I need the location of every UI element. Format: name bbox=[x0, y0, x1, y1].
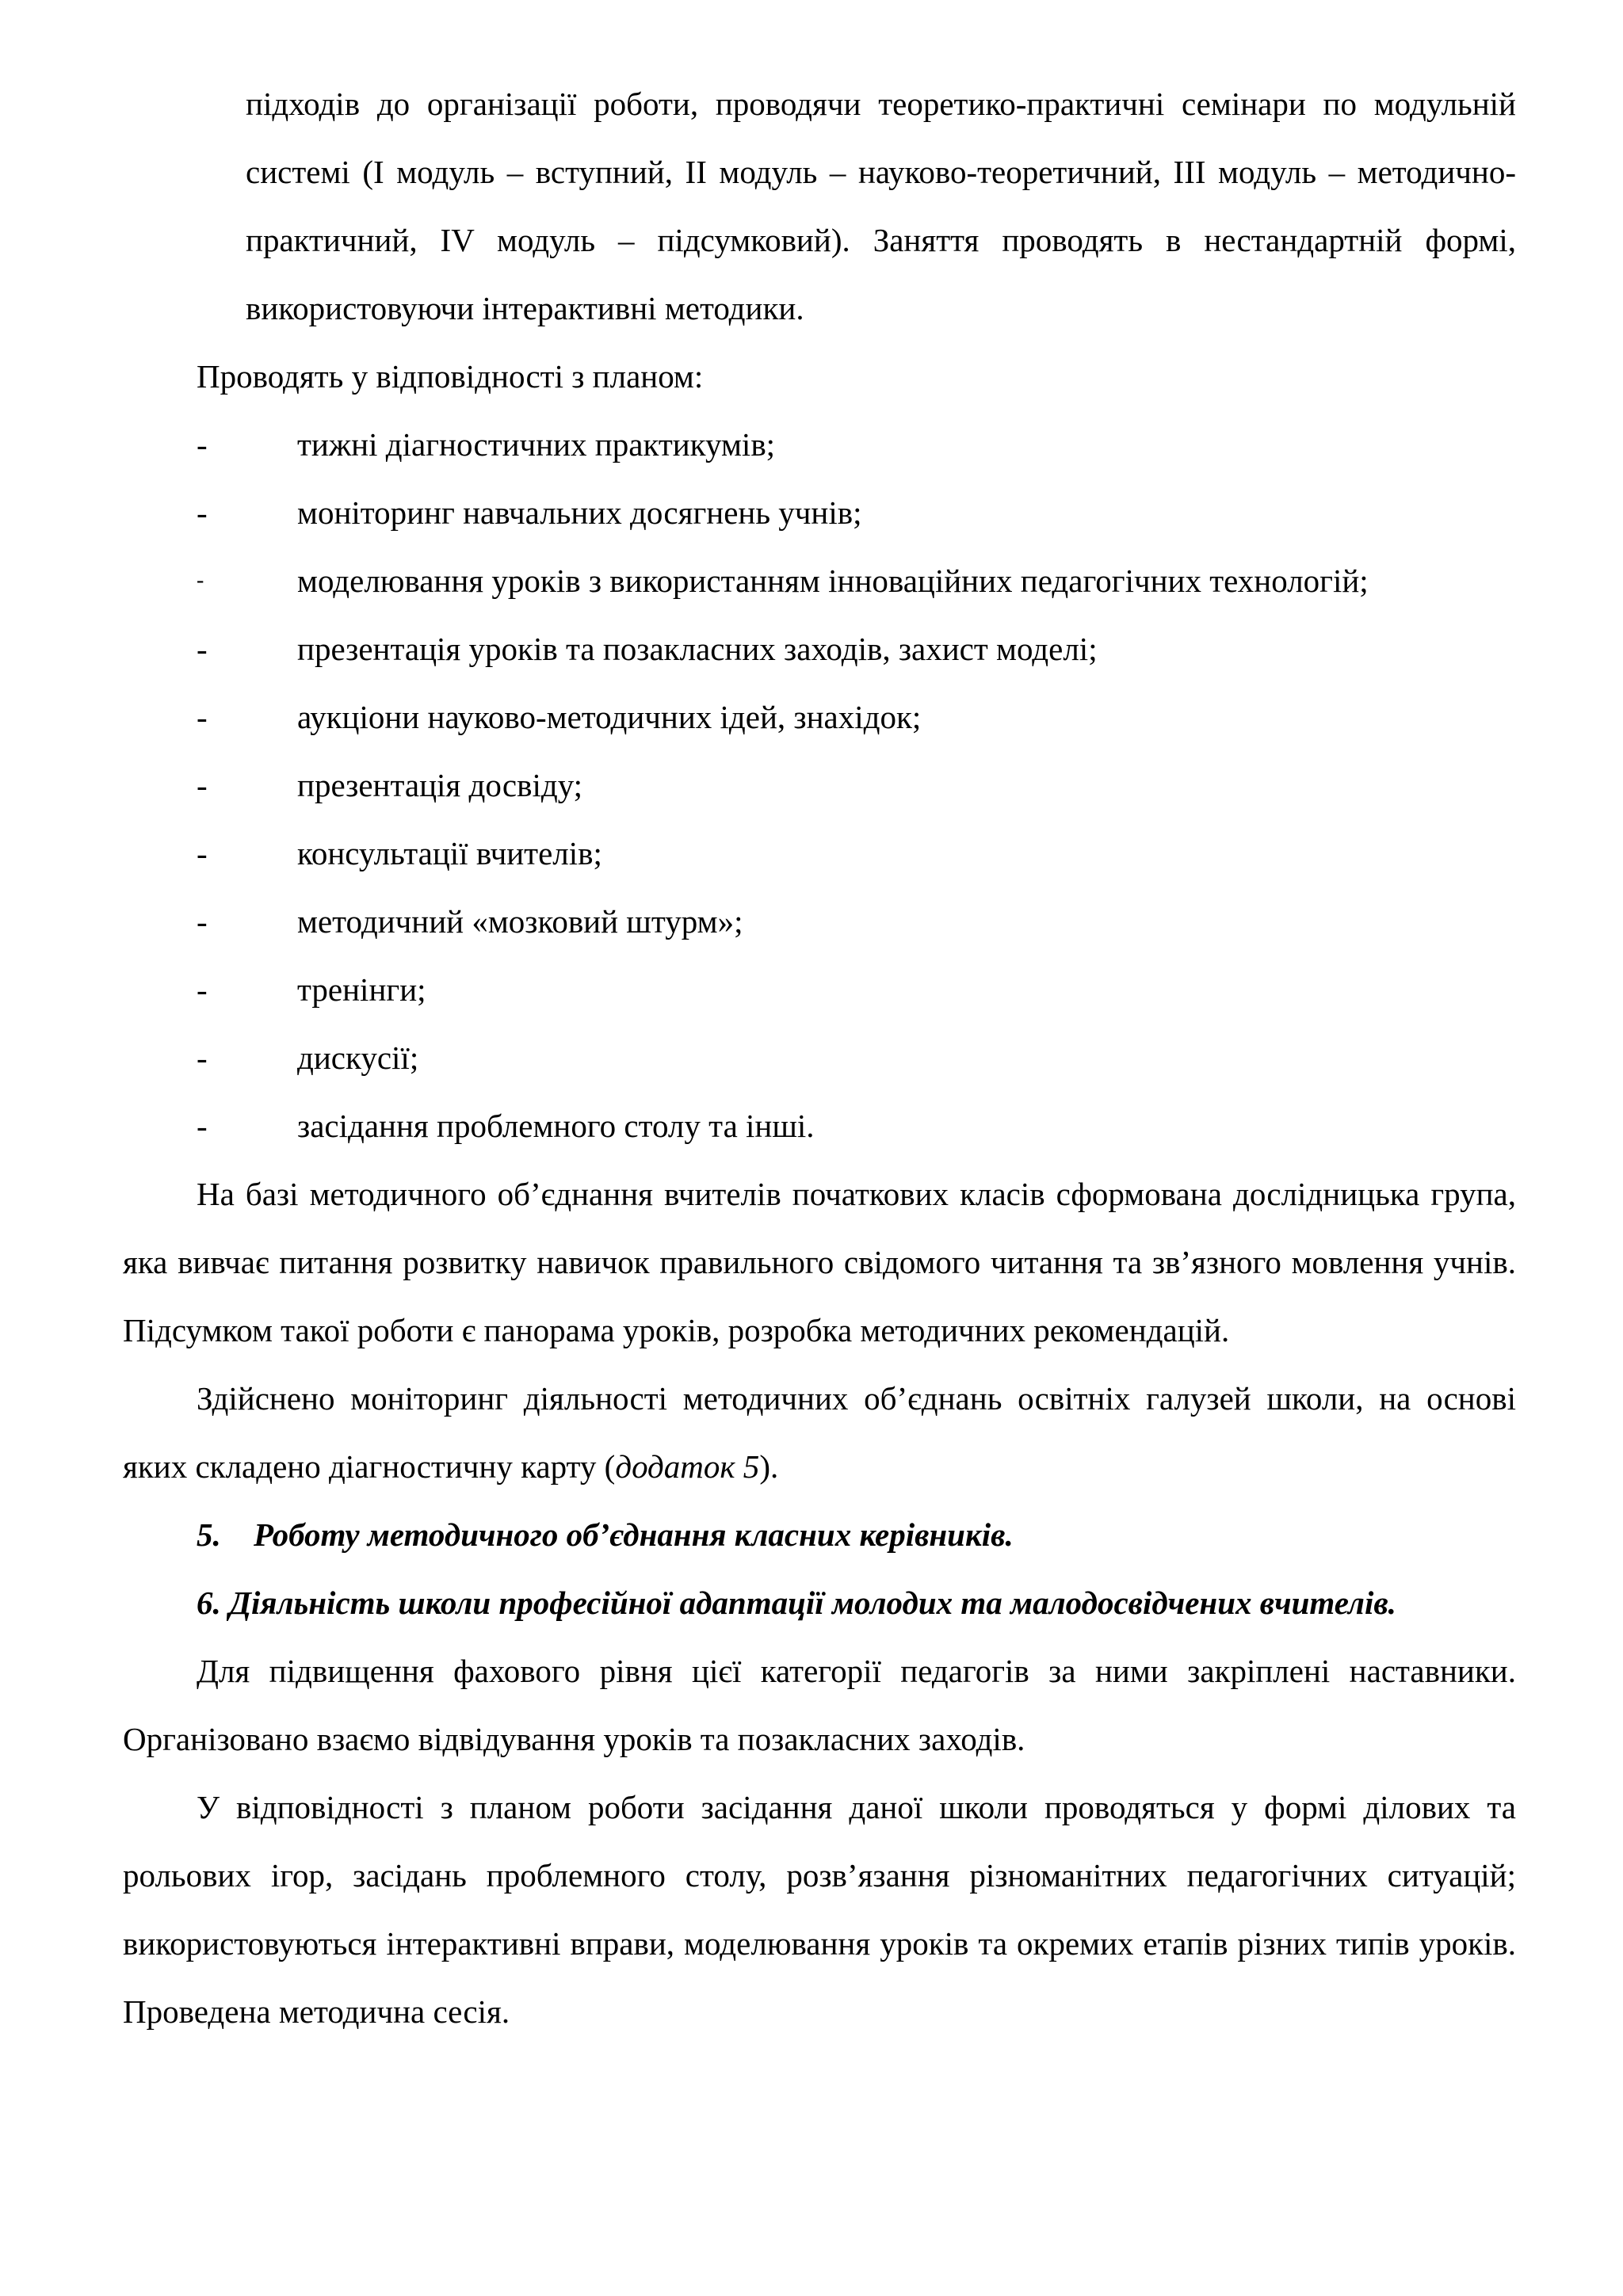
list-dash: - bbox=[197, 1039, 208, 1076]
paragraph-sessions: У відповідності з планом роботи засідання даної школи проводяться у формі ділових та рольових ігор, засідань проблемного столу, розв’язання різноманітних педагогічних ситуацій; використовуються інтерактивні вправи, моделювання уроків та окремих етапів різних типів уроків. Проведена методична сесія. bbox=[123, 1789, 1516, 2030]
list-item bbox=[123, 955, 1516, 1024]
list-item bbox=[123, 1024, 1516, 1092]
paragraph-mentors: Для підвищення фахового рівня цієї категорії педагогів за ними закріплені наставники. Організовано взаємо відвідування уроків та позакласних заходів. bbox=[123, 1653, 1516, 1757]
monitoring-text: Здійснено моніторинг діяльності методичних об’єднань освітніх галузей школи, на основі яких складено діагностичну карту ( bbox=[123, 1380, 1516, 1485]
monitoring-text-end: ). bbox=[759, 1448, 779, 1485]
list-item-text: тренінги; bbox=[297, 971, 426, 1008]
paragraph-monitoring bbox=[123, 1364, 1516, 1501]
list-item bbox=[123, 547, 1516, 615]
list-dash: - bbox=[197, 1108, 208, 1144]
list-item-text: дискусії; bbox=[297, 1039, 419, 1076]
plan-intro: Проводять у відповідності з планом: bbox=[197, 358, 704, 395]
list-dash: - bbox=[197, 971, 208, 1008]
list-item bbox=[123, 479, 1516, 547]
list-item-text: моніторинг навчальних досягнень учнів; bbox=[297, 494, 862, 531]
list-dash: - bbox=[197, 494, 208, 531]
list-item bbox=[123, 887, 1516, 955]
list-dash: - bbox=[197, 699, 208, 735]
list-dash: - bbox=[197, 426, 208, 463]
section-number: 6. bbox=[197, 1585, 221, 1621]
section-title: Діяльність школи професійної адаптації молодих та малодосвідчених вчителів. bbox=[229, 1585, 1396, 1621]
list-item bbox=[123, 683, 1516, 751]
main-content bbox=[123, 342, 1516, 2046]
list-dash: - bbox=[197, 835, 208, 871]
intro-paragraph bbox=[246, 70, 1516, 342]
list-item bbox=[123, 410, 1516, 479]
list-item bbox=[123, 1092, 1516, 1160]
list-item bbox=[123, 751, 1516, 819]
section-heading-6 bbox=[123, 1569, 1516, 1637]
list-dash: - bbox=[197, 767, 208, 803]
list-dash: - bbox=[197, 631, 208, 667]
section-number: 5. bbox=[197, 1516, 221, 1553]
list-dash: - bbox=[197, 903, 208, 940]
list-item-text: консультації вчителів; bbox=[297, 835, 602, 871]
appendix-reference: додаток 5 bbox=[615, 1448, 760, 1485]
list-item-text: тижні діагностичних практикумів; bbox=[297, 426, 776, 463]
intro-text: підходів до організації роботи, проводячи теоретико-практичні семінари по модульній системі (І модуль – вступний, ІІ модуль – науково-теоретичний, ІІІ модуль – методично-практичний, IV модуль – підсумковий). Заняття проводять в нестандартній формі, використовуючи інтерактивні методики. bbox=[246, 86, 1516, 326]
section-title: Роботу методичного об’єднання класних керівників. bbox=[254, 1516, 1014, 1553]
list-item bbox=[123, 615, 1516, 683]
list-item-text: презентація уроків та позакласних заходів, захист моделі; bbox=[297, 631, 1098, 667]
list-item-text: методичний «мозковий штурм»; bbox=[297, 903, 743, 940]
list-dash: - bbox=[197, 568, 204, 593]
list-item-text: аукціони науково-методичних ідей, знахідок; bbox=[297, 699, 922, 735]
section-heading-5 bbox=[123, 1501, 1516, 1569]
paragraph-research-group: На базі методичного об’єднання вчителів початкових класів сформована дослідницька група, яка вивчає питання розвитку навичок правильного свідомого читання та зв’язного мовлення учнів. Підсумком такої роботи є панорама уроків, розробка методичних рекомендацій. bbox=[123, 1176, 1516, 1348]
list-item bbox=[123, 819, 1516, 887]
list-item-text: презентація досвіду; bbox=[297, 767, 583, 803]
activity-list bbox=[123, 410, 1516, 1160]
list-item-text: моделювання уроків з використанням інноваційних педагогічних технологій; bbox=[297, 563, 1369, 599]
list-item-text: засідання проблемного столу та інші. bbox=[297, 1108, 815, 1144]
